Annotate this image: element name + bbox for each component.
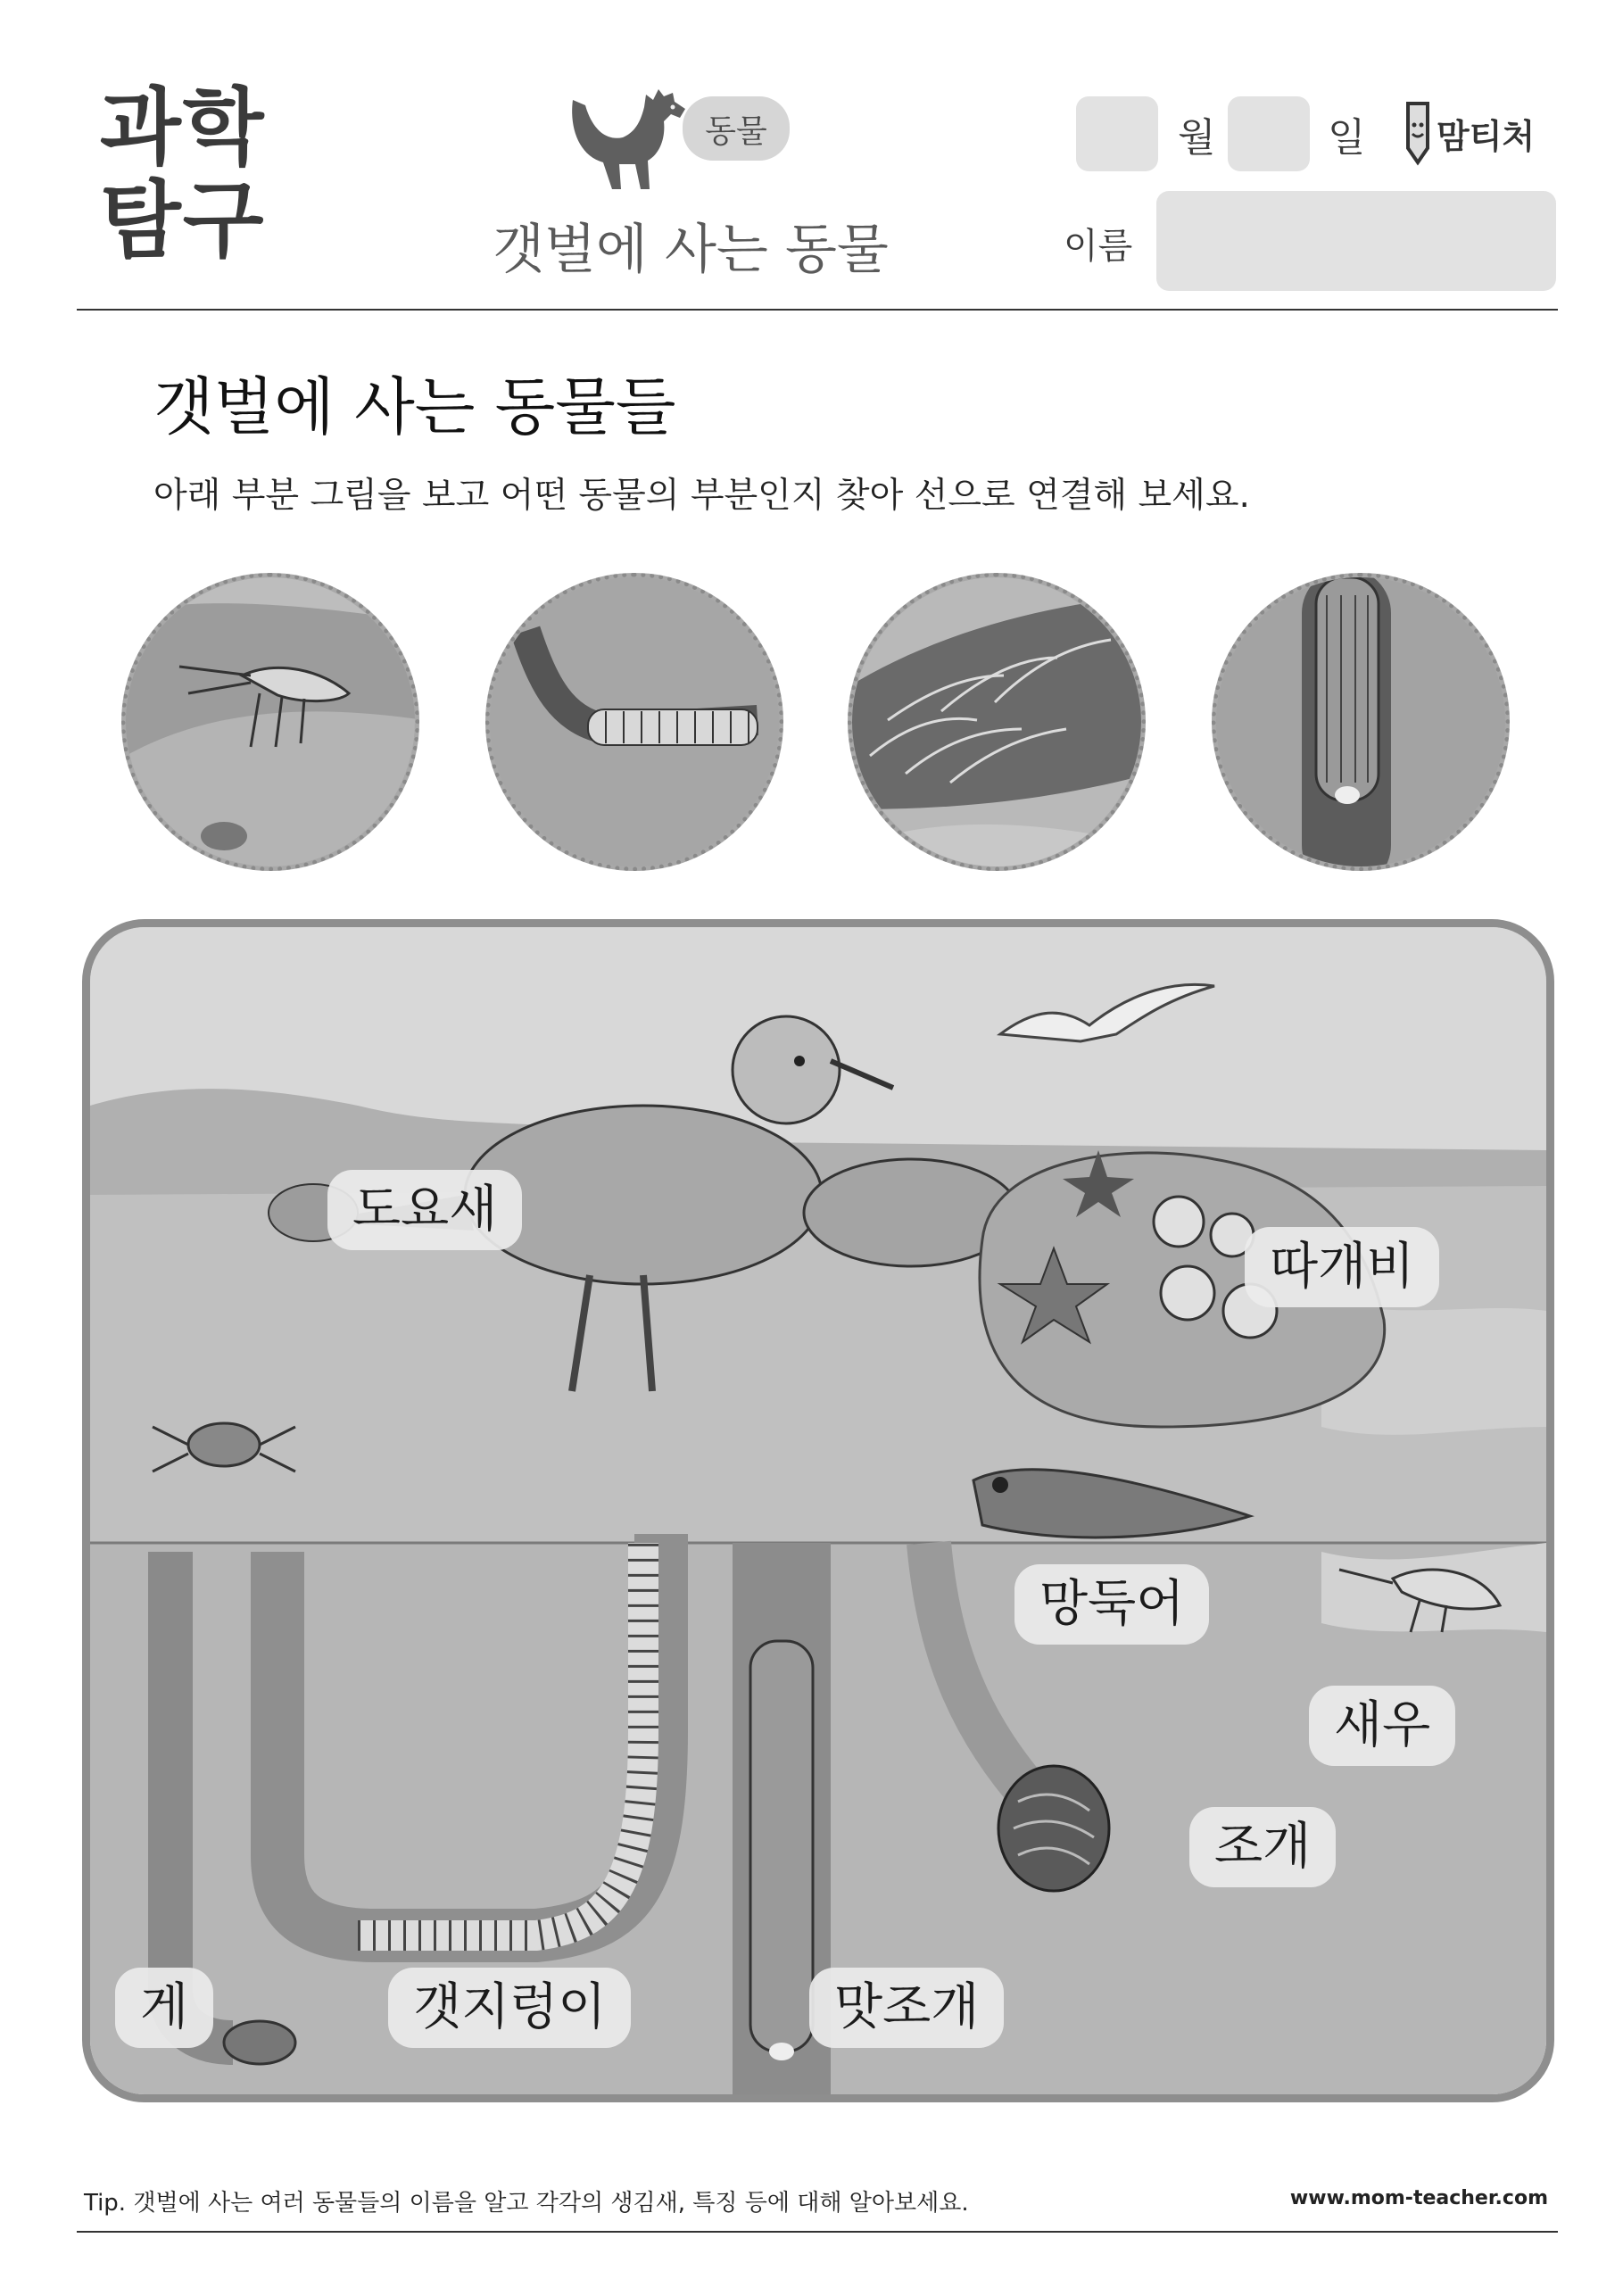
category-badge: 동물 (683, 96, 790, 161)
month-input[interactable] (1076, 96, 1158, 171)
section-title: 갯벌에 사는 동물들 (153, 370, 676, 443)
dinosaur-icon (560, 82, 694, 196)
footer-website[interactable]: www.mom-teacher.com (1289, 2187, 1548, 2209)
instruction-text: 아래 부분 그림을 보고 어떤 동물의 부분인지 찾아 선으로 연결해 보세요. (153, 476, 1250, 516)
logo-text: 맘티처 (1437, 117, 1536, 156)
name-input[interactable] (1156, 191, 1556, 291)
razor-clam-closeup-illustration (1216, 577, 1510, 871)
name-label: 이름 (1064, 226, 1133, 267)
label-razor-clam: 맛조개 (809, 1968, 1004, 2048)
tidal-flat-scene (82, 919, 1554, 2102)
feather-closeup-illustration (852, 577, 1146, 871)
label-clam: 조개 (1189, 1807, 1336, 1887)
label-crab: 게 (115, 1968, 213, 2048)
mom-teacher-logo (1392, 98, 1558, 166)
label-mudskipper: 망둑어 (1014, 1564, 1209, 1645)
footer-tip: Tip. 갯벌에 사는 여러 동물들의 이름을 알고 각각의 생김새, 특징 등에 대해 알아보세요. (84, 2190, 969, 2217)
day-input[interactable] (1228, 96, 1310, 171)
brand-title (100, 79, 266, 269)
label-shrimp: 새우 (1309, 1686, 1455, 1766)
part-circle-bird-feather[interactable] (848, 573, 1146, 871)
worksheet-title: 갯벌에 사는 동물 (493, 219, 889, 281)
brand-line-2: 탐구 (100, 172, 266, 269)
lugworm-closeup-illustration (490, 577, 783, 871)
shrimp-closeup-illustration (126, 577, 419, 871)
tidal-flat-illustration (90, 927, 1546, 2094)
month-label: 월 (1178, 115, 1216, 161)
label-lugworm: 갯지렁이 (388, 1968, 631, 2048)
part-circle-razor-clam[interactable] (1212, 573, 1510, 871)
footer-divider (77, 2231, 1558, 2233)
day-label: 일 (1328, 115, 1366, 161)
part-circle-shrimp[interactable] (121, 573, 419, 871)
header-divider (77, 309, 1558, 311)
label-sandpiper: 도요새 (327, 1170, 522, 1250)
label-barnacle: 따개비 (1245, 1227, 1439, 1307)
part-circle-lugworm[interactable] (485, 573, 783, 871)
brand-line-1: 과학 (100, 79, 266, 177)
